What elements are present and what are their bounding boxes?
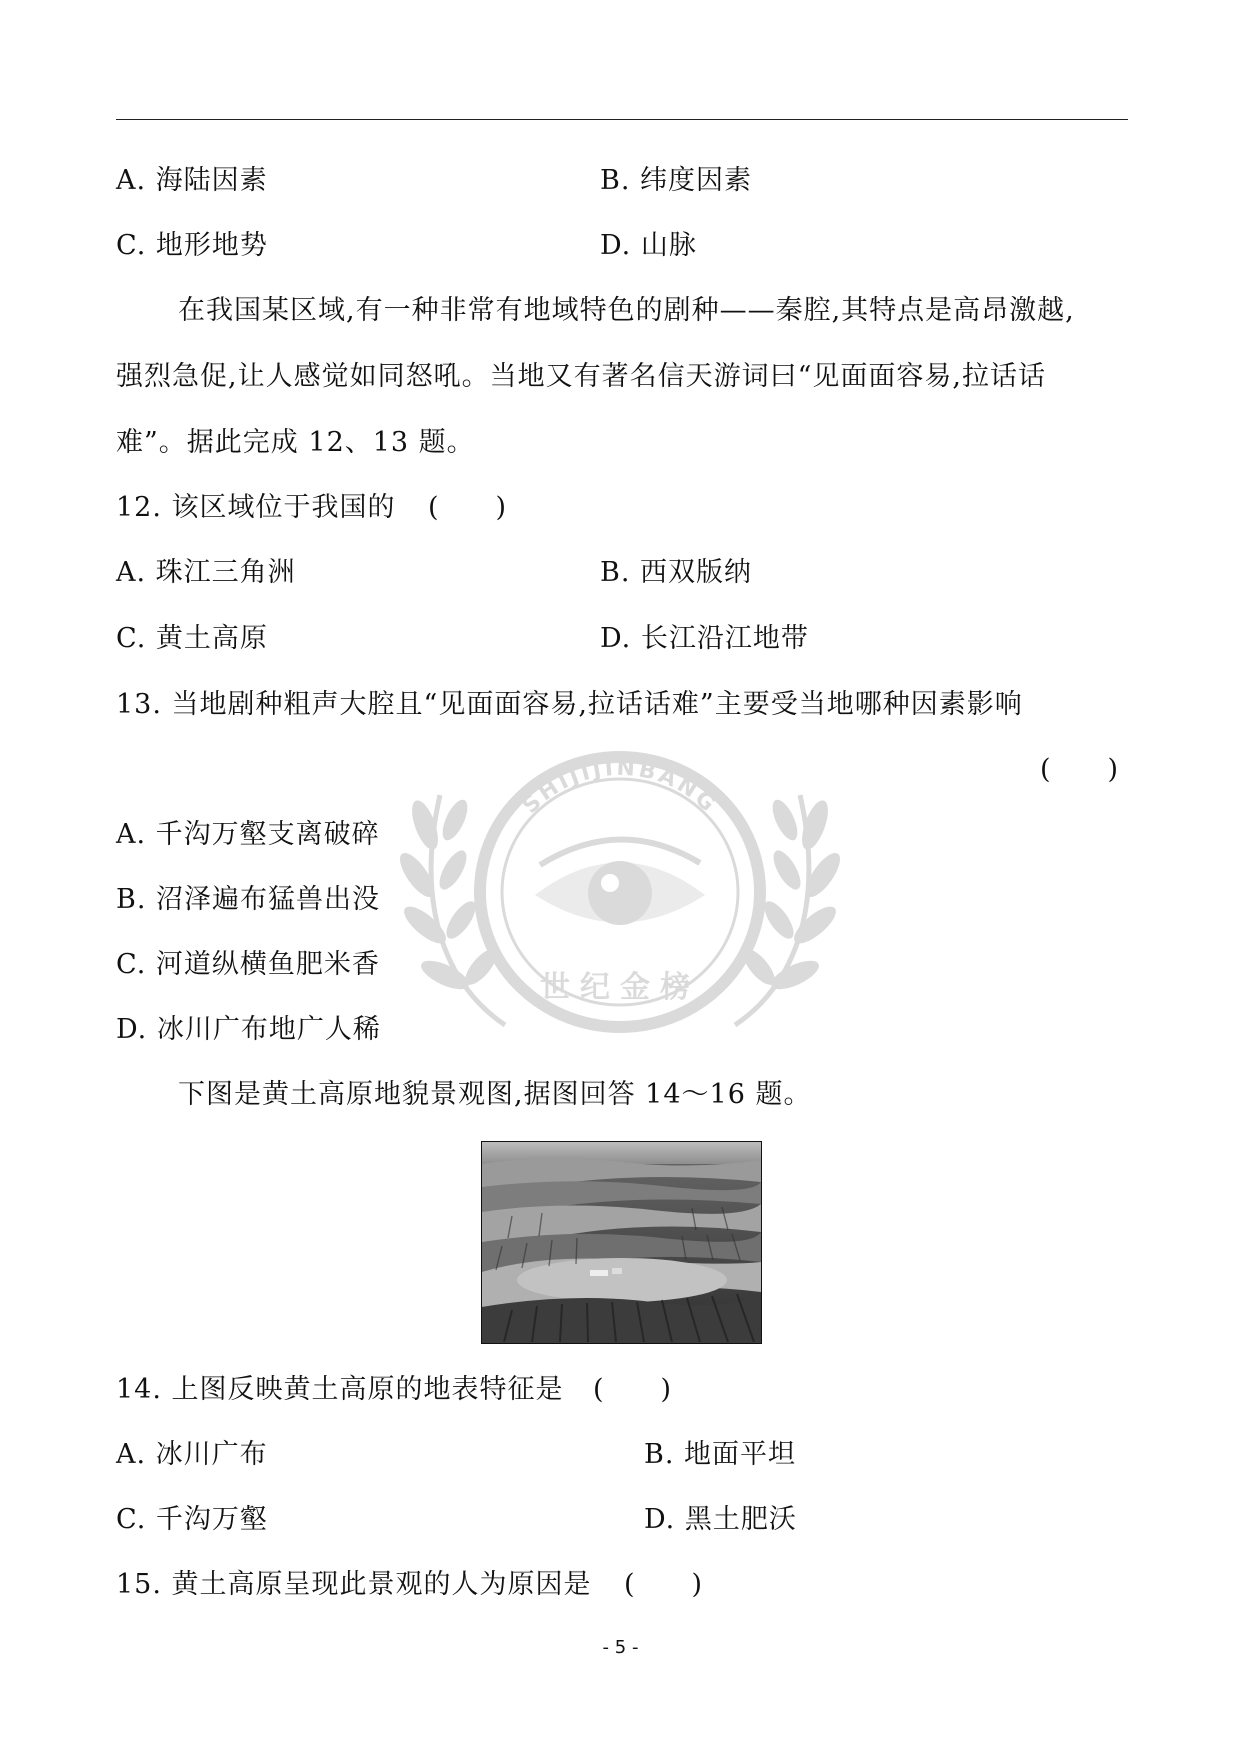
laurel-left-icon xyxy=(394,795,505,1025)
q13-option-d: D. 冰川广布地广人稀 xyxy=(116,1014,381,1045)
q12-answer-bracket: ( ) xyxy=(428,492,508,523)
q15-stem: 15. 黄土高原呈现此景观的人为原因是 xyxy=(116,1569,592,1600)
loess-plateau-photo xyxy=(481,1141,762,1344)
passage1-line3: 难”。据此完成 12、13 题。 xyxy=(116,427,475,458)
q13-option-b: B. 沼泽遍布猛兽出没 xyxy=(116,884,381,915)
q13-option-a: A. 千沟万壑支离破碎 xyxy=(116,819,380,850)
laurel-right-icon xyxy=(735,795,846,1025)
header-rule xyxy=(116,119,1128,120)
eye-icon xyxy=(535,839,705,925)
q13-option-c: C. 河道纵横鱼肥米香 xyxy=(116,949,380,980)
q13-answer-bracket: ( ) xyxy=(1040,754,1120,785)
q12-option-a: A. 珠江三角洲 xyxy=(116,557,296,588)
passage1-line2: 强烈急促,让人感觉如同怒吼。当地又有著名信天游词曰“见面面容易,拉话话 xyxy=(116,361,1046,392)
q14-answer-bracket: ( ) xyxy=(593,1374,673,1405)
q14-option-d: D. 黑土肥沃 xyxy=(644,1504,797,1535)
q15-answer-bracket: ( ) xyxy=(624,1569,704,1600)
q12-stem: 12. 该区域位于我国的 xyxy=(116,492,396,523)
watermark-logo xyxy=(355,735,885,1050)
q12-option-b: B. 西双版纳 xyxy=(600,557,753,588)
passage2-intro: 下图是黄土高原地貌景观图,据图回答 14～16 题。 xyxy=(178,1079,812,1110)
q11-option-c: C. 地形地势 xyxy=(116,230,268,261)
q14-option-c: C. 千沟万壑 xyxy=(116,1504,268,1535)
page-number: - 5 - xyxy=(602,1637,639,1658)
q14-option-a: A. 冰川广布 xyxy=(116,1439,268,1470)
q14-option-b: B. 地面平坦 xyxy=(644,1439,797,1470)
watermark-bottom-text: 世纪金榜 xyxy=(540,970,700,1005)
passage1-line1: 在我国某区域,有一种非常有地域特色的剧种——秦腔,其特点是高昂激越, xyxy=(178,295,1075,326)
q11-option-d: D. 山脉 xyxy=(600,230,697,261)
q13-stem: 13. 当地剧种粗声大腔且“见面面容易,拉话话难”主要受当地哪种因素影响 xyxy=(116,689,1023,720)
q14-stem: 14. 上图反映黄土高原的地表特征是 xyxy=(116,1374,564,1405)
q12-option-d: D. 长江沿江地带 xyxy=(600,623,809,654)
q12-option-c: C. 黄土高原 xyxy=(116,623,268,654)
q11-option-b: B. 纬度因素 xyxy=(600,165,753,196)
q11-option-a: A. 海陆因素 xyxy=(116,165,268,196)
svg-text:SHIJIJINBANG: SHIJIJINBANG xyxy=(517,755,722,819)
